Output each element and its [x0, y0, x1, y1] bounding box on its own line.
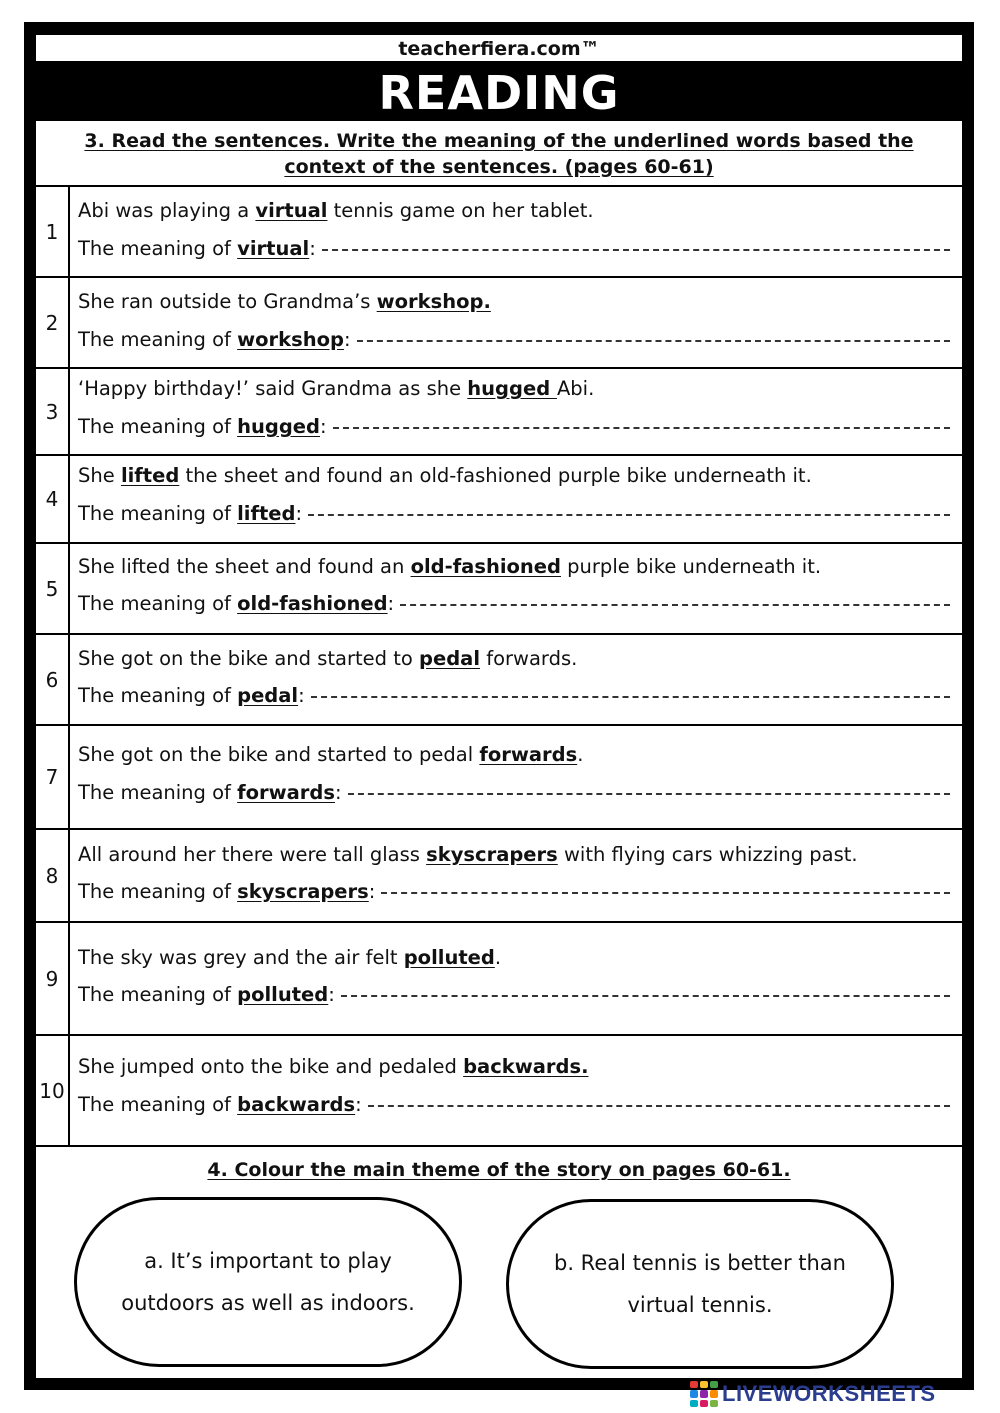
answer-blank[interactable]: [357, 328, 950, 342]
answer-blank[interactable]: [333, 415, 950, 429]
question-number: 1: [36, 187, 70, 276]
question-number: 7: [36, 726, 70, 828]
target-word: virtual: [255, 199, 328, 222]
question-number: 6: [36, 635, 70, 724]
target-word: workshop.: [376, 290, 491, 313]
question-number: 4: [36, 456, 70, 542]
question-row: [36, 369, 962, 456]
page-title: READING: [24, 63, 974, 121]
meaning-line: The meaning of hugged :: [78, 415, 954, 438]
sentence: She jumped onto the bike and pedaled backwards.: [78, 1055, 589, 1078]
logo-square: [690, 1400, 698, 1407]
logo-square: [690, 1381, 698, 1388]
option-a-line-1: a. It’s important to play: [144, 1249, 392, 1273]
question-row: [36, 1036, 962, 1147]
sentence: Abi was playing a virtual tennis game on her tablet.: [78, 199, 594, 222]
section3-instruction: [36, 121, 962, 187]
question-number: 5: [36, 544, 70, 633]
sentence: She got on the bike and started to pedal forwards.: [78, 647, 578, 670]
answer-blank[interactable]: [348, 781, 950, 795]
logo-square: [710, 1390, 718, 1397]
sentence: All around her there were tall glass skyscrapers with flying cars whizzing past.: [78, 843, 858, 866]
logo-square: [690, 1390, 698, 1397]
question-row: [36, 187, 962, 278]
brand-text: LIVEWORKSHEETS: [722, 1381, 936, 1406]
question-row: [36, 635, 962, 726]
meaning-line: The meaning of virtual :: [78, 237, 954, 260]
answer-blank[interactable]: [341, 983, 950, 997]
option-a-line-2: outdoors as well as indoors.: [121, 1291, 415, 1315]
target-word: backwards.: [463, 1055, 589, 1078]
meaning-line: The meaning of workshop :: [78, 328, 954, 351]
target-word: polluted: [403, 946, 495, 969]
site-name: teacherfiera.com™: [36, 35, 962, 63]
answer-blank[interactable]: [400, 592, 950, 606]
theme-option-a[interactable]: [74, 1197, 462, 1367]
question-row: [36, 726, 962, 830]
option-b-line-1: b. Real tennis is better than: [554, 1251, 846, 1275]
question-row: [36, 456, 962, 544]
meaning-line: The meaning of old-fashioned :: [78, 592, 954, 615]
liveworksheets-logo-icon: [690, 1381, 718, 1407]
answer-blank[interactable]: [381, 880, 950, 894]
logo-square: [700, 1400, 708, 1407]
logo-square: [700, 1390, 708, 1397]
sentence: She ran outside to Grandma’s workshop.: [78, 290, 491, 313]
meaning-line: The meaning of lifted :: [78, 502, 954, 525]
worksheet-frame: [24, 22, 974, 1390]
sentence: ‘Happy birthday!’ said Grandma as she hugged Abi.: [78, 377, 595, 400]
question-row: [36, 278, 962, 369]
meaning-line: The meaning of backwards :: [78, 1093, 954, 1116]
target-word: hugged: [467, 377, 557, 400]
target-word: old-fashioned: [410, 555, 561, 578]
liveworksheets-watermark: [690, 1378, 996, 1410]
sentence: She lifted the sheet and found an old-fashioned purple bike underneath it.: [78, 555, 822, 578]
question-number: 8: [36, 830, 70, 921]
question-list: [36, 187, 962, 1147]
target-word: pedal: [419, 647, 481, 670]
meaning-line: The meaning of polluted :: [78, 983, 954, 1006]
question-number: 9: [36, 923, 70, 1034]
instruction-line-2: context of the sentences. (pages 60-61): [284, 156, 714, 178]
sentence: The sky was grey and the air felt polluted.: [78, 946, 502, 969]
meaning-line: The meaning of skyscrapers :: [78, 880, 954, 903]
answer-blank[interactable]: [322, 237, 950, 251]
section4-title: 4. Colour the main theme of the story on pages 60-61.: [207, 1159, 791, 1181]
sentence: She lifted the sheet and found an old-fashioned purple bike underneath it.: [78, 464, 812, 487]
question-row: [36, 923, 962, 1036]
target-word: skyscrapers: [426, 843, 558, 866]
question-row: [36, 544, 962, 635]
section4: [36, 1147, 962, 1378]
answer-blank[interactable]: [311, 684, 950, 698]
instruction-line-1: 3. Read the sentences. Write the meaning of the underlined words based the: [84, 130, 914, 152]
sentence: She got on the bike and started to pedal forwards.: [78, 743, 584, 766]
question-number: 3: [36, 369, 70, 454]
logo-square: [700, 1381, 708, 1388]
logo-square: [710, 1400, 718, 1407]
logo-square: [710, 1381, 718, 1388]
question-row: [36, 830, 962, 923]
question-number: 2: [36, 278, 70, 367]
answer-blank[interactable]: [368, 1093, 950, 1107]
target-word: forwards: [479, 743, 578, 766]
target-word: lifted: [120, 464, 180, 487]
theme-option-b[interactable]: [506, 1199, 894, 1369]
option-b-line-2: virtual tennis.: [627, 1293, 773, 1317]
worksheet-body: [36, 35, 962, 1378]
meaning-line: The meaning of pedal :: [78, 684, 954, 707]
answer-blank[interactable]: [308, 502, 950, 516]
question-number: 10: [36, 1036, 70, 1145]
meaning-line: The meaning of forwards :: [78, 781, 954, 804]
